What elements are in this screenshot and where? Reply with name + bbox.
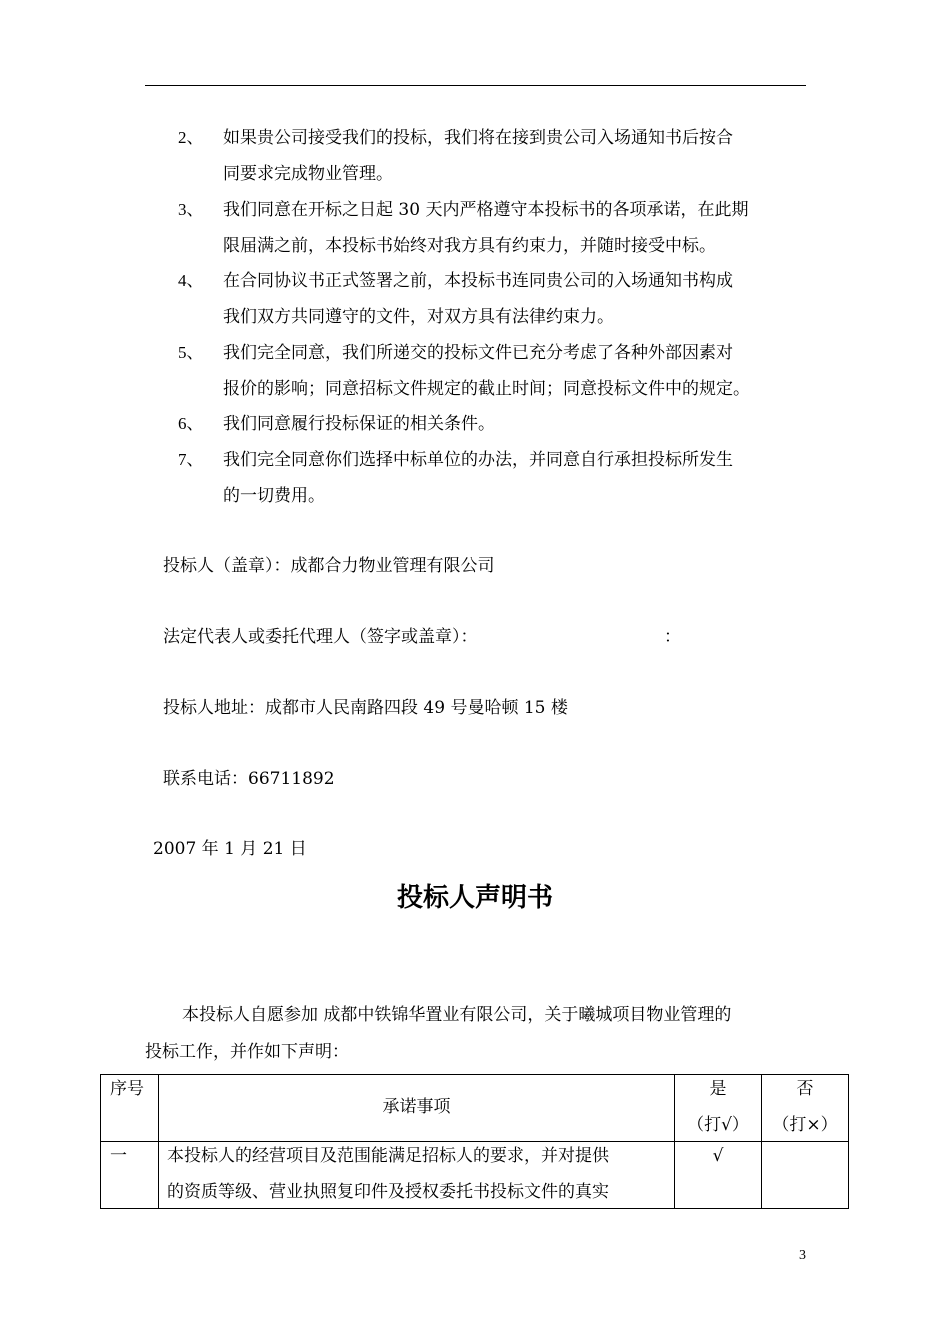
item-line: 的一切费用。 <box>223 486 325 506</box>
item-line: 我们双方共同遵守的文件，对双方具有法律约束力。 <box>223 307 614 327</box>
header-no-text: 序号 <box>110 1079 144 1099</box>
bidder-address: 投标人地址：成都市人民南路四段 49 号曼哈顿 15 楼 <box>163 698 568 718</box>
item-number: 5、 <box>178 343 204 362</box>
item-line: 在合同协议书正式签署之前，本投标书连同贵公司的入场通知书构成 <box>223 271 733 291</box>
item-number: 4、 <box>178 271 204 290</box>
table-header-row <box>101 1075 849 1142</box>
header-cell-yes <box>675 1075 762 1142</box>
sign-date: 2007 年 1 月 21 日 <box>153 839 307 859</box>
item-line: 限届满之前，本投标书始终对我方具有约束力，并随时接受中标。 <box>223 236 716 256</box>
item-number: 2、 <box>178 128 204 147</box>
row-no-answer-cell <box>762 1142 849 1209</box>
header-cell-item <box>159 1075 675 1142</box>
representative-line: 法定代表人或委托代理人（签字或盖章）： <box>163 627 478 647</box>
item-number: 7、 <box>178 450 204 469</box>
item-number: 6、 <box>178 414 204 433</box>
declaration-title: 投标人声明书 <box>396 883 553 913</box>
declaration-intro-line: 投标工作，并作如下声明： <box>145 1042 349 1062</box>
table-row <box>101 1142 849 1209</box>
header-no-answer-hint: （打×） <box>772 1115 838 1135</box>
header-rule <box>145 85 806 86</box>
row-no: 一 <box>110 1146 127 1166</box>
item-line: 我们同意在开标之日起 30 天内严格遵守本投标书的各项承诺，在此期 <box>223 200 749 220</box>
item-line: 我们同意履行投标保证的相关条件。 <box>223 414 495 434</box>
item-line: 我们完全同意你们选择中标单位的办法，并同意自行承担投标所发生 <box>223 450 733 470</box>
item-line: 报价的影响；同意招标文件规定的截止时间；同意投标文件中的规定。 <box>223 379 750 399</box>
header-yes-text: 是 <box>709 1079 727 1099</box>
check-mark: √ <box>712 1146 724 1166</box>
item-line: 如果贵公司接受我们的投标，我们将在接到贵公司入场通知书后按合 <box>223 128 733 148</box>
item-line: 同要求完成物业管理。 <box>223 164 393 184</box>
representative-colon: ： <box>664 627 681 647</box>
row-text-line: 的资质等级、营业执照复印件及授权委托书投标文件的真实 <box>167 1182 609 1202</box>
contact-phone: 联系电话：66711892 <box>163 769 335 789</box>
row-no-cell <box>101 1142 159 1209</box>
row-yes-cell <box>675 1142 762 1209</box>
header-cell-no <box>101 1075 159 1142</box>
header-item-text: 承诺事项 <box>382 1097 451 1117</box>
row-text-line: 本投标人的经营项目及范围能满足招标人的要求，并对提供 <box>167 1146 609 1166</box>
declaration-table <box>100 1074 849 1209</box>
no-answer-mark <box>762 1142 848 1145</box>
header-cell-no-answer <box>762 1075 849 1142</box>
row-text-cell <box>159 1142 675 1209</box>
page-number: 3 <box>799 1248 806 1263</box>
header-no-answer-text: 否 <box>796 1079 814 1099</box>
declaration-intro-line: 本投标人自愿参加 成都中铁锦华置业有限公司，关于曦城项目物业管理的 <box>182 1005 732 1025</box>
item-line: 我们完全同意，我们所递交的投标文件已充分考虑了各种外部因素对 <box>223 343 733 363</box>
item-number: 3、 <box>178 200 204 219</box>
bidder-seal-line: 投标人（盖章）：成都合力物业管理有限公司 <box>163 556 495 576</box>
header-yes-hint: （打√） <box>687 1115 749 1135</box>
